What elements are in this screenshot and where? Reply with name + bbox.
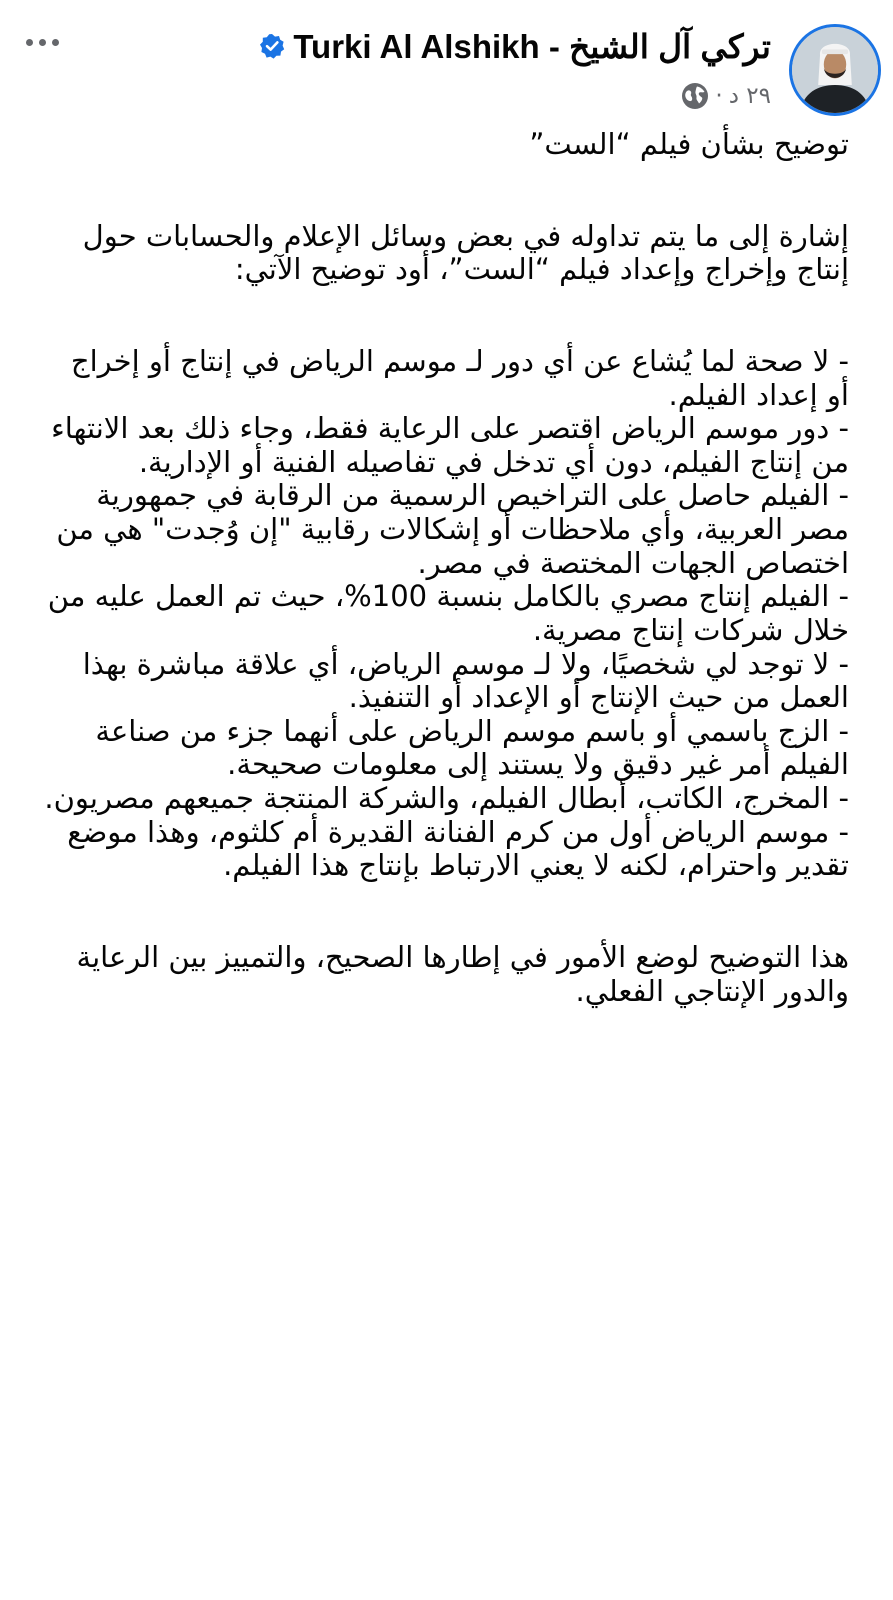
clarification-point: - الزج باسمي أو باسم موسم الرياض على أنهما جزء من صناعة الفيلم أمر غير دقيق ولا يستند إلى معلومات صحيحة.	[95, 713, 849, 782]
clarification-point: - دور موسم الرياض اقتصر على الرعاية فقط، وجاء ذلك بعد الانتهاء من إنتاج الفيلم، دون أي تدخل في تفاصيله الفنية أو الإدارية.	[51, 411, 849, 479]
globe-icon[interactable]	[681, 82, 709, 110]
post-body	[40, 128, 849, 1008]
post-closing: هذا التوضيح لوضع الأمور في إطارها الصحيح، والتمييز بين الرعاية والدور الإنتاجي الفعلي.	[76, 939, 849, 1008]
post-title: توضيح بشأن فيلم “الست”	[529, 127, 849, 161]
more-options-button[interactable]	[14, 26, 70, 58]
clarification-point: - موسم الرياض أول من كرم الفنانة القديرة أم كلثوم، وهذا موضع تقدير واحترام، لكنه لا يعني الارتباط بإنتاج هذا الفيلم.	[67, 814, 849, 883]
author-row	[259, 22, 771, 70]
profile-photo-avatar-icon	[792, 27, 878, 113]
author-name[interactable]: تركي آل الشيخ - Turki Al Alshikh	[293, 27, 771, 65]
timestamp[interactable]: ٢٩ د	[728, 83, 771, 109]
post-intro: إشارة إلى ما يتم تداوله في بعض وسائل الإعلام والحسابات حول إنتاج وإخراج وإعداد فيلم “الست”، أود توضيح الآتي:	[82, 218, 849, 287]
clarification-point: - لا توجد لي شخصيًا، ولا لـ موسم الرياض، أي علاقة مباشرة بهذا العمل من حيث الإنتاج أو الإعداد أو التنفيذ.	[82, 646, 849, 715]
more-options-icon	[26, 39, 33, 46]
clarification-point: - لا صحة لما يُشاع عن أي دور لـ موسم الرياض في إنتاج أو إخراج أو إعداد الفيلم.	[70, 343, 849, 412]
clarification-point: - المخرج، الكاتب، أبطال الفيلم، والشركة المنتجة جميعهم مصريون.	[44, 781, 849, 815]
verified-badge-icon	[259, 33, 285, 59]
avatar[interactable]	[789, 24, 881, 116]
clarification-point: - الفيلم إنتاج مصري بالكامل بنسبة 100%، حيث تم العمل عليه من خلال شركات إنتاج مصرية.	[47, 579, 849, 647]
post-meta: · ٢٩ د	[681, 78, 771, 114]
clarification-point: - الفيلم حاصل على التراخيص الرسمية من الرقابة في جمهورية مصر العربية، وأي ملاحظات أو إشكالات رقابية "إن وُجدت" هي من اختصاص الجهات المختصة في مصر.	[56, 478, 849, 580]
post-header	[0, 0, 893, 125]
